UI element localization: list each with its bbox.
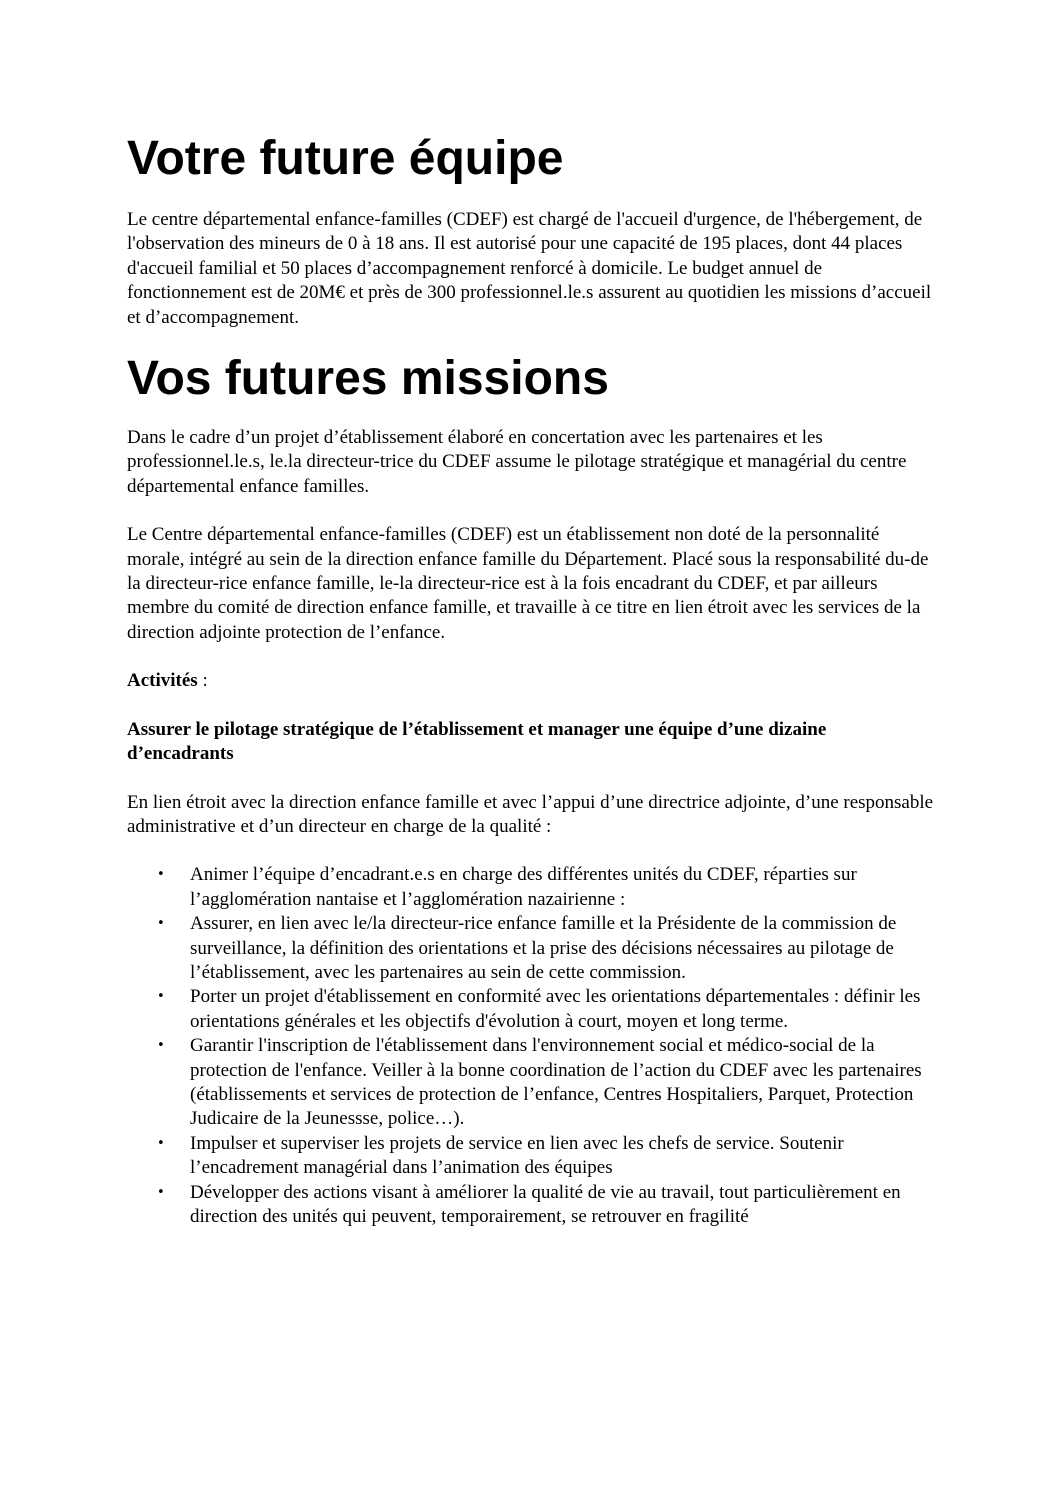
- list-item-text: Impulser et superviser les projets de service en lien avec les chefs de service. Soutenir l’encadrement managérial dans l’animation des équipes: [190, 1132, 844, 1179]
- bullet-icon: •: [157, 867, 165, 883]
- bullet-icon: •: [157, 1184, 165, 1200]
- missions-paragraph-1: Dans le cadre d’un projet d’établissement élaboré en concertation avec les partenaires et les professionnel.le.s, le.la directeur-trice du CDEF assume le pilotage stratégique et managérial du centre départemental enfance familles.: [127, 427, 907, 497]
- list-item: [127, 1132, 937, 1181]
- list-item: [127, 1034, 937, 1132]
- list-item-text: Animer l’équipe d’encadrant.e.s en charge des différentes unités du CDEF, réparties sur l’agglomération nantaise et l’agglomération nazairienne :: [190, 864, 857, 910]
- activities-label: Activités: [127, 670, 198, 692]
- bullet-icon: •: [157, 989, 165, 1005]
- section-title-equipe: Votre future équipe: [127, 132, 564, 185]
- list-item: [127, 985, 937, 1034]
- list-item: [127, 912, 937, 985]
- bullet-icon: •: [157, 1135, 165, 1151]
- activities-intro: En lien étroit avec la direction enfance famille et avec l’appui d’une directrice adjointe, d’une responsable administrative et d’un directeur en charge de la qualité :: [127, 791, 934, 837]
- bullet-icon: •: [157, 1038, 165, 1054]
- list-item: [127, 863, 937, 912]
- document-page: [127, 130, 937, 1229]
- list-item-text: Porter un projet d'établissement en conformité avec les orientations départementales : définir les orientations générales et les objectifs d'évolution à court, moyen et long terme.: [190, 986, 921, 1032]
- section-title-missions: Vos futures missions: [127, 352, 609, 406]
- missions-paragraph-2: Le Centre départemental enfance-familles (CDEF) est un établissement non doté de la personnalité morale, intégré au sein de la direction enfance famille du Département. Placé sous la responsabilité du-de la directeur-rice enfance famille, le-la directeur-rice est à la fois encadrant du CDEF, et par ailleurs membre du comité de direction enfance famille, et travaille à ce titre en lien étroit avec les services de la direction adjointe protection de l’enfance.: [127, 524, 929, 643]
- bullet-icon: •: [157, 916, 165, 932]
- activities-suffix: :: [197, 670, 208, 692]
- list-item-text: Garantir l'inscription de l'établissement dans l'environnement social et médico-social de la protection de l'enfance. Veiller à la bonne coordination de l’action du CDEF avec les partenaires (établissements et services de protection de l’enfance, Centres Hospitaliers, Parquet, Protection Judicaire de la Jeunessse, police…).: [190, 1035, 922, 1130]
- equipe-paragraph: Le centre départemental enfance-familles (CDEF) est chargé de l'accueil d'urgence, de l'hébergement, de l'observation des mineurs de 0 à 18 ans. Il est autorisé pour une capacité de 195 places, dont 44 places d'accueil familial et 50 places d’accompagnement renforcé à domicile. Le budget annuel de fonctionnement est de 20M€ et près de 300 professionnel.le.s assurent au quotidien les missions d’accueil et d’accompagnement.: [127, 209, 932, 328]
- activities-list: [127, 863, 937, 1229]
- list-item-text: Développer des actions visant à améliorer la qualité de vie au travail, tout particulièrement en direction des unités qui peuvent, temporairement, se retrouver en fragilité: [190, 1181, 901, 1227]
- list-item: [127, 1181, 937, 1230]
- activities-subheading: Assurer le pilotage stratégique de l’établissement et manager une équipe d’une dizaine d’encadrants: [127, 718, 827, 765]
- list-item-text: Assurer, en lien avec le/la directeur-rice enfance famille et la Présidente de la commission de surveillance, la définition des orientations et la prise des décisions nécessaires au pilotage de l’établissement, avec les partenaires au sein de cette commission.: [190, 913, 897, 983]
- activities-heading: [127, 669, 937, 693]
